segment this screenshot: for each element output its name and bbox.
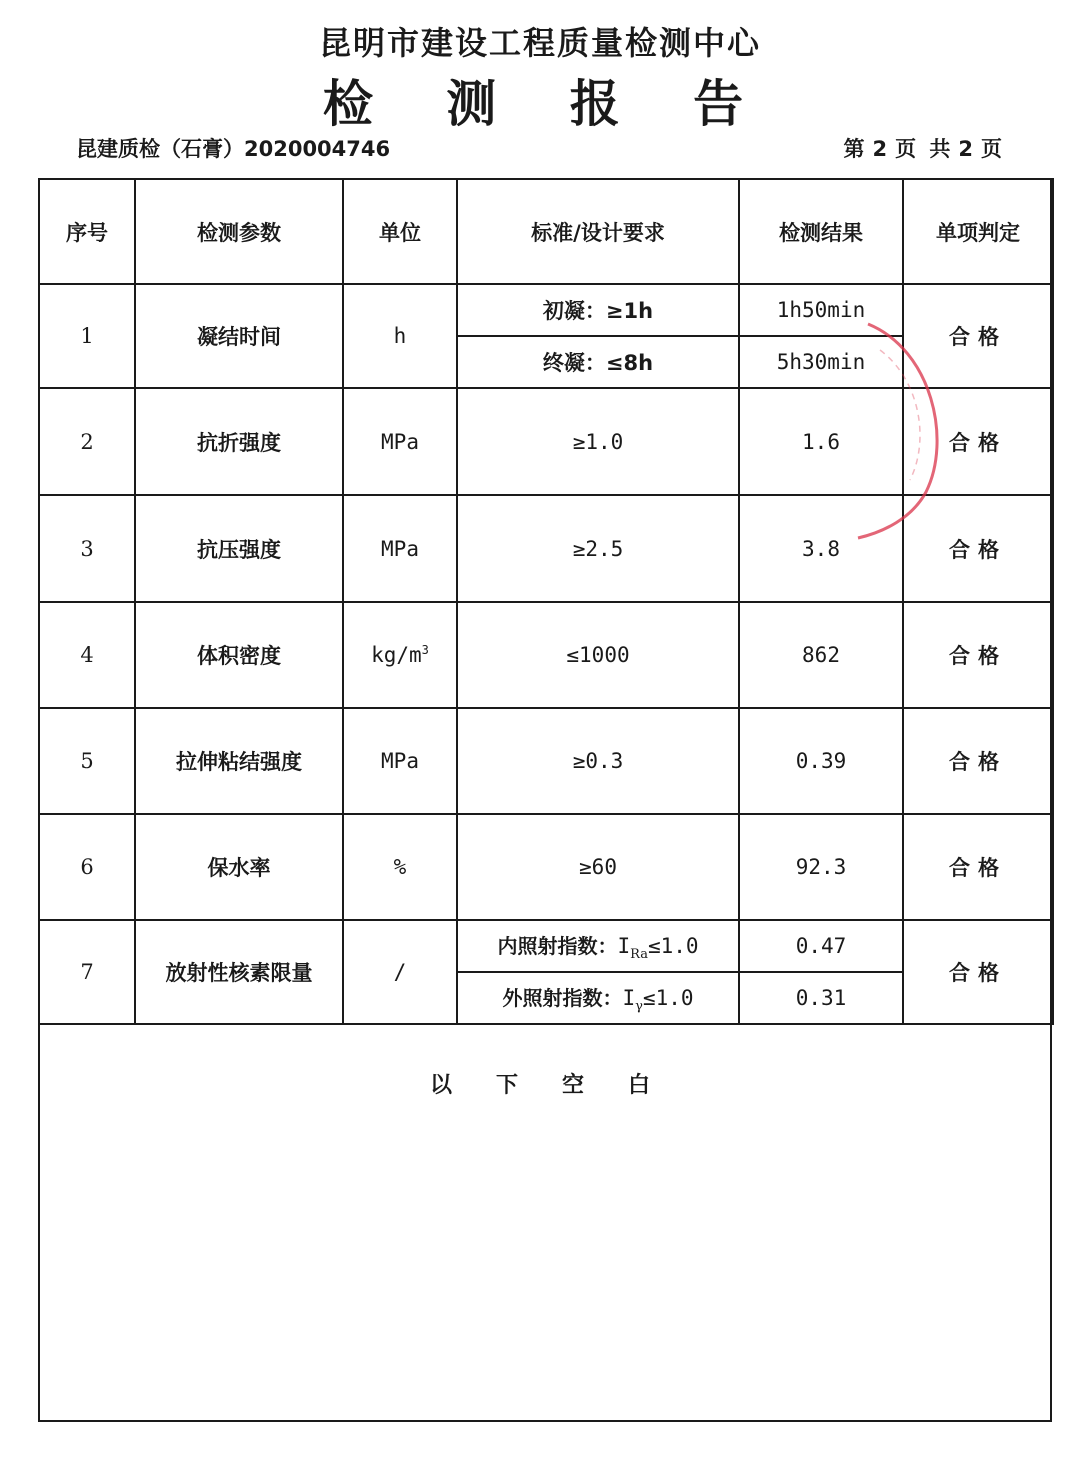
row-standard bbox=[457, 972, 739, 1024]
table-row bbox=[39, 708, 1053, 814]
row-result: 1h50min bbox=[739, 284, 903, 336]
row-unit: % bbox=[343, 814, 457, 920]
page-total: 2 bbox=[958, 137, 973, 161]
row-standard: 终凝：≤8h bbox=[457, 336, 739, 388]
row-param: 体积密度 bbox=[135, 602, 343, 708]
row-param: 保水率 bbox=[135, 814, 343, 920]
std-subscript: Ra bbox=[630, 947, 648, 963]
col-header-standard: 标准/设计要求 bbox=[457, 179, 739, 284]
page-indicator bbox=[835, 133, 1002, 163]
row-standard: ≥1.0 bbox=[457, 388, 739, 495]
row-verdict: 合格 bbox=[903, 284, 1053, 388]
row-unit: h bbox=[343, 284, 457, 388]
row-no: 7 bbox=[39, 920, 135, 1024]
table-row bbox=[39, 602, 1053, 708]
table-row bbox=[39, 495, 1053, 602]
page-label-mid: 页 共 bbox=[895, 137, 951, 161]
row-verdict: 合格 bbox=[903, 388, 1053, 495]
row-standard: 初凝：≥1h bbox=[457, 284, 739, 336]
page-label-pre: 第 bbox=[843, 137, 865, 161]
row-standard: ≥60 bbox=[457, 814, 739, 920]
std-label: 内照射指数： bbox=[497, 933, 618, 958]
row-unit: MPa bbox=[343, 708, 457, 814]
row-verdict: 合格 bbox=[903, 814, 1053, 920]
row-verdict: 合格 bbox=[903, 495, 1053, 602]
row-unit bbox=[343, 602, 457, 708]
row-no: 6 bbox=[39, 814, 135, 920]
table-row bbox=[39, 814, 1053, 920]
row-result: 1.6 bbox=[739, 388, 903, 495]
row-unit: MPa bbox=[343, 495, 457, 602]
results-table bbox=[38, 178, 1054, 1025]
row-result: 0.31 bbox=[739, 972, 903, 1024]
std-subscript: γ bbox=[635, 999, 643, 1015]
unit-base: kg/m bbox=[371, 643, 422, 667]
col-header-verdict: 单项判定 bbox=[903, 179, 1053, 284]
row-param: 凝结时间 bbox=[135, 284, 343, 388]
row-param: 放射性核素限量 bbox=[135, 920, 343, 1024]
row-result: 0.47 bbox=[739, 920, 903, 972]
row-no: 3 bbox=[39, 495, 135, 602]
row-result: 862 bbox=[739, 602, 903, 708]
row-result: 3.8 bbox=[739, 495, 903, 602]
col-header-unit: 单位 bbox=[343, 179, 457, 284]
row-verdict: 合格 bbox=[903, 602, 1053, 708]
row-param: 抗压强度 bbox=[135, 495, 343, 602]
col-header-result: 检测结果 bbox=[739, 179, 903, 284]
row-standard: ≥2.5 bbox=[457, 495, 739, 602]
page-label-post: 页 bbox=[981, 137, 1002, 161]
row-result: 5h30min bbox=[739, 336, 903, 388]
row-standard bbox=[457, 920, 739, 972]
row-param: 拉伸粘结强度 bbox=[135, 708, 343, 814]
org-title: 昆明市建设工程质量检测中心 bbox=[318, 24, 761, 62]
std-label: 外照射指数： bbox=[502, 985, 623, 1010]
row-unit: MPa bbox=[343, 388, 457, 495]
unit-superscript: 3 bbox=[421, 643, 429, 657]
std-symbol: I bbox=[617, 933, 631, 958]
row-unit: / bbox=[343, 920, 457, 1024]
report-number: 昆建质检（石膏）2020004746 bbox=[76, 137, 391, 161]
row-no: 4 bbox=[39, 602, 135, 708]
row-verdict: 合格 bbox=[903, 708, 1053, 814]
std-symbol: I bbox=[622, 985, 636, 1010]
row-verdict: 合格 bbox=[903, 920, 1053, 1024]
report-title: 检 测 报 告 bbox=[322, 75, 772, 133]
table-row bbox=[39, 388, 1053, 495]
row-no: 2 bbox=[39, 388, 135, 495]
row-no: 1 bbox=[39, 284, 135, 388]
row-param: 抗折强度 bbox=[135, 388, 343, 495]
table-row bbox=[39, 284, 1053, 336]
table-row bbox=[39, 920, 1053, 972]
col-header-param: 检测参数 bbox=[135, 179, 343, 284]
page-current: 2 bbox=[872, 137, 888, 161]
row-no: 5 bbox=[39, 708, 135, 814]
row-standard: ≥0.3 bbox=[457, 708, 739, 814]
std-value: ≤1.0 bbox=[647, 933, 699, 958]
col-header-no: 序号 bbox=[39, 179, 135, 284]
table-header-row bbox=[39, 179, 1053, 284]
std-value: ≤1.0 bbox=[642, 985, 694, 1010]
row-standard: ≤1000 bbox=[457, 602, 739, 708]
row-result: 0.39 bbox=[739, 708, 903, 814]
row-result: 92.3 bbox=[739, 814, 903, 920]
blank-remainder-note: 以下空白 bbox=[429, 1073, 694, 1098]
